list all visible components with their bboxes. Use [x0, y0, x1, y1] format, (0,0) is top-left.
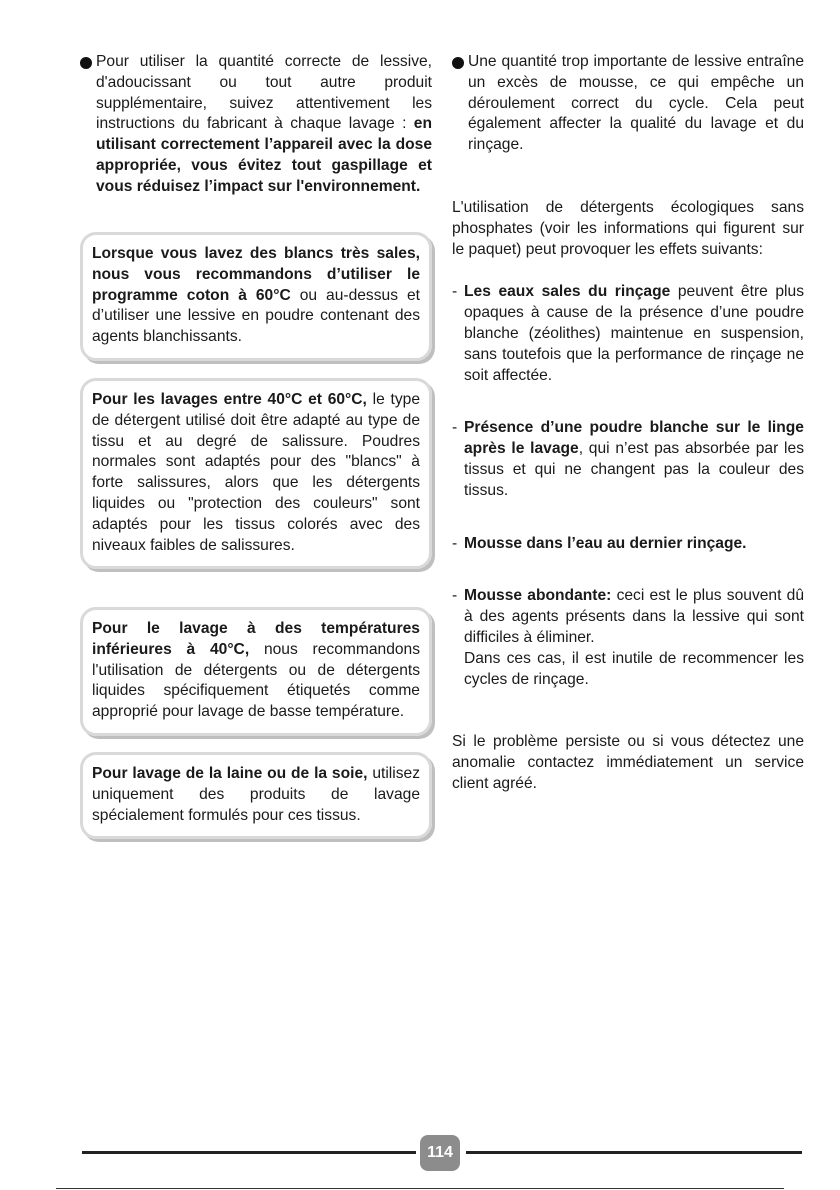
effect-item-bold: Mousse abondante: — [464, 587, 612, 605]
page-number: 114 — [420, 1135, 460, 1171]
intro-bullet-bold: en utilisant correctement l’appareil avec la dose appropriée, vous évitez tout gaspillage et vous réduisez l’impact sur l'environnement. — [96, 115, 432, 195]
left-column — [80, 52, 432, 824]
effect-item-bold: Présence d’une poudre blanche sur le linge après le lavage — [464, 419, 804, 458]
dash: - — [452, 283, 458, 301]
effect-item-extra: Dans ces cas, il est inutile de recommencer les cycles de rinçage. — [464, 649, 804, 688]
tip-box-low-temp — [80, 607, 432, 736]
effect-item — [452, 418, 804, 501]
closing-note: Si le problème persiste ou si vous détectez une anomalie contactez immédiatement un service client agréé. — [452, 733, 804, 792]
effect-item-text: , qui n’est pas absorbée par les tissus et qui ne changent pas la couleur des tissus. — [464, 440, 804, 499]
tip-box-text: utilisez uniquement des produits de lavage spécialement formulés pour ces tissus. — [92, 765, 420, 824]
effect-item-bold: Mousse dans l’eau au dernier rinçage. — [464, 534, 747, 552]
effect-item — [452, 586, 804, 690]
bullet-icon — [80, 57, 92, 69]
tip-box-bold: Pour lavage de la laine ou de la soie, — [92, 765, 368, 782]
tip-box-text: le type de détergent utilisé doit être adapté au type de tissu et au degré de salissure. Poudres normales sont adaptés pour des "blancs" à forte salissures, alors que les détergents liquides ou "protection des couleurs" sont adaptés pour les tissus colorés avec des niveaux faibles de salissures. — [92, 391, 420, 554]
bullet-icon — [452, 57, 464, 69]
bullet-text: Une quantité trop importante de lessive entraîne un excès de mousse, ce qui empêche un déroulement correct du cycle. Cela peut également affecter la qualité du lavage et du rinçage. — [468, 53, 804, 154]
intro-bullet — [80, 52, 432, 198]
effect-item-text: peuvent être plus opaques à cause de la présence d’une poudre blanche (zéolithes) maintenue en suspension, sans toutefois que la performance de rinçage ne soit affectée. — [464, 283, 804, 384]
eco-detergent-intro: L'utilisation de détergents écologiques sans phosphates (voir les informations qui figurent sur le paquet) peut provoquer les effets suivants: — [452, 198, 804, 258]
dash: - — [452, 534, 458, 552]
effect-item-bold: Les eaux sales du rinçage — [464, 283, 671, 301]
tip-box-wool-silk — [80, 752, 432, 839]
tip-box-bold: Pour le lavage à des températures inférieures à 40°C, — [92, 620, 420, 658]
detergent-excess-bullet — [452, 52, 804, 156]
tip-box-bold: Pour les lavages entre 40°C et 60°C, — [92, 391, 367, 408]
bottom-rule — [56, 1188, 784, 1189]
tip-box-bold: Lorsque vous lavez des blancs très sales, nous vous recommandons d’utiliser le programme coton à 60°C — [92, 245, 420, 304]
dash: - — [452, 419, 458, 437]
footer-rule-left — [82, 1151, 416, 1154]
effect-item — [452, 282, 804, 386]
tip-box-whites — [80, 232, 432, 361]
tip-box-text: ou au-dessus et d’utiliser une lessive en poudre contenant des agents blanchissants. — [92, 286, 420, 346]
tip-box-text: nous recommandons l'utilisation de détergents ou de détergents liquides spécifiquement étiquetés comme approprié pour lavage de basse température. — [92, 640, 421, 721]
right-column — [452, 52, 804, 795]
dash: - — [452, 587, 458, 605]
footer-rule-right — [466, 1151, 802, 1154]
tip-box-40-60 — [80, 378, 432, 569]
intro-bullet-text: Pour utiliser la quantité correcte de lessive, d'adoucissant ou tout autre produit supplémentaire, suivez attentivement les instructions du fabricant à chaque lavage : — [96, 53, 432, 133]
effect-item — [452, 534, 804, 555]
effect-item-text: ceci est le plus souvent dû à des agents présents dans la lessive qui sont difficiles à éliminer. — [464, 587, 804, 646]
